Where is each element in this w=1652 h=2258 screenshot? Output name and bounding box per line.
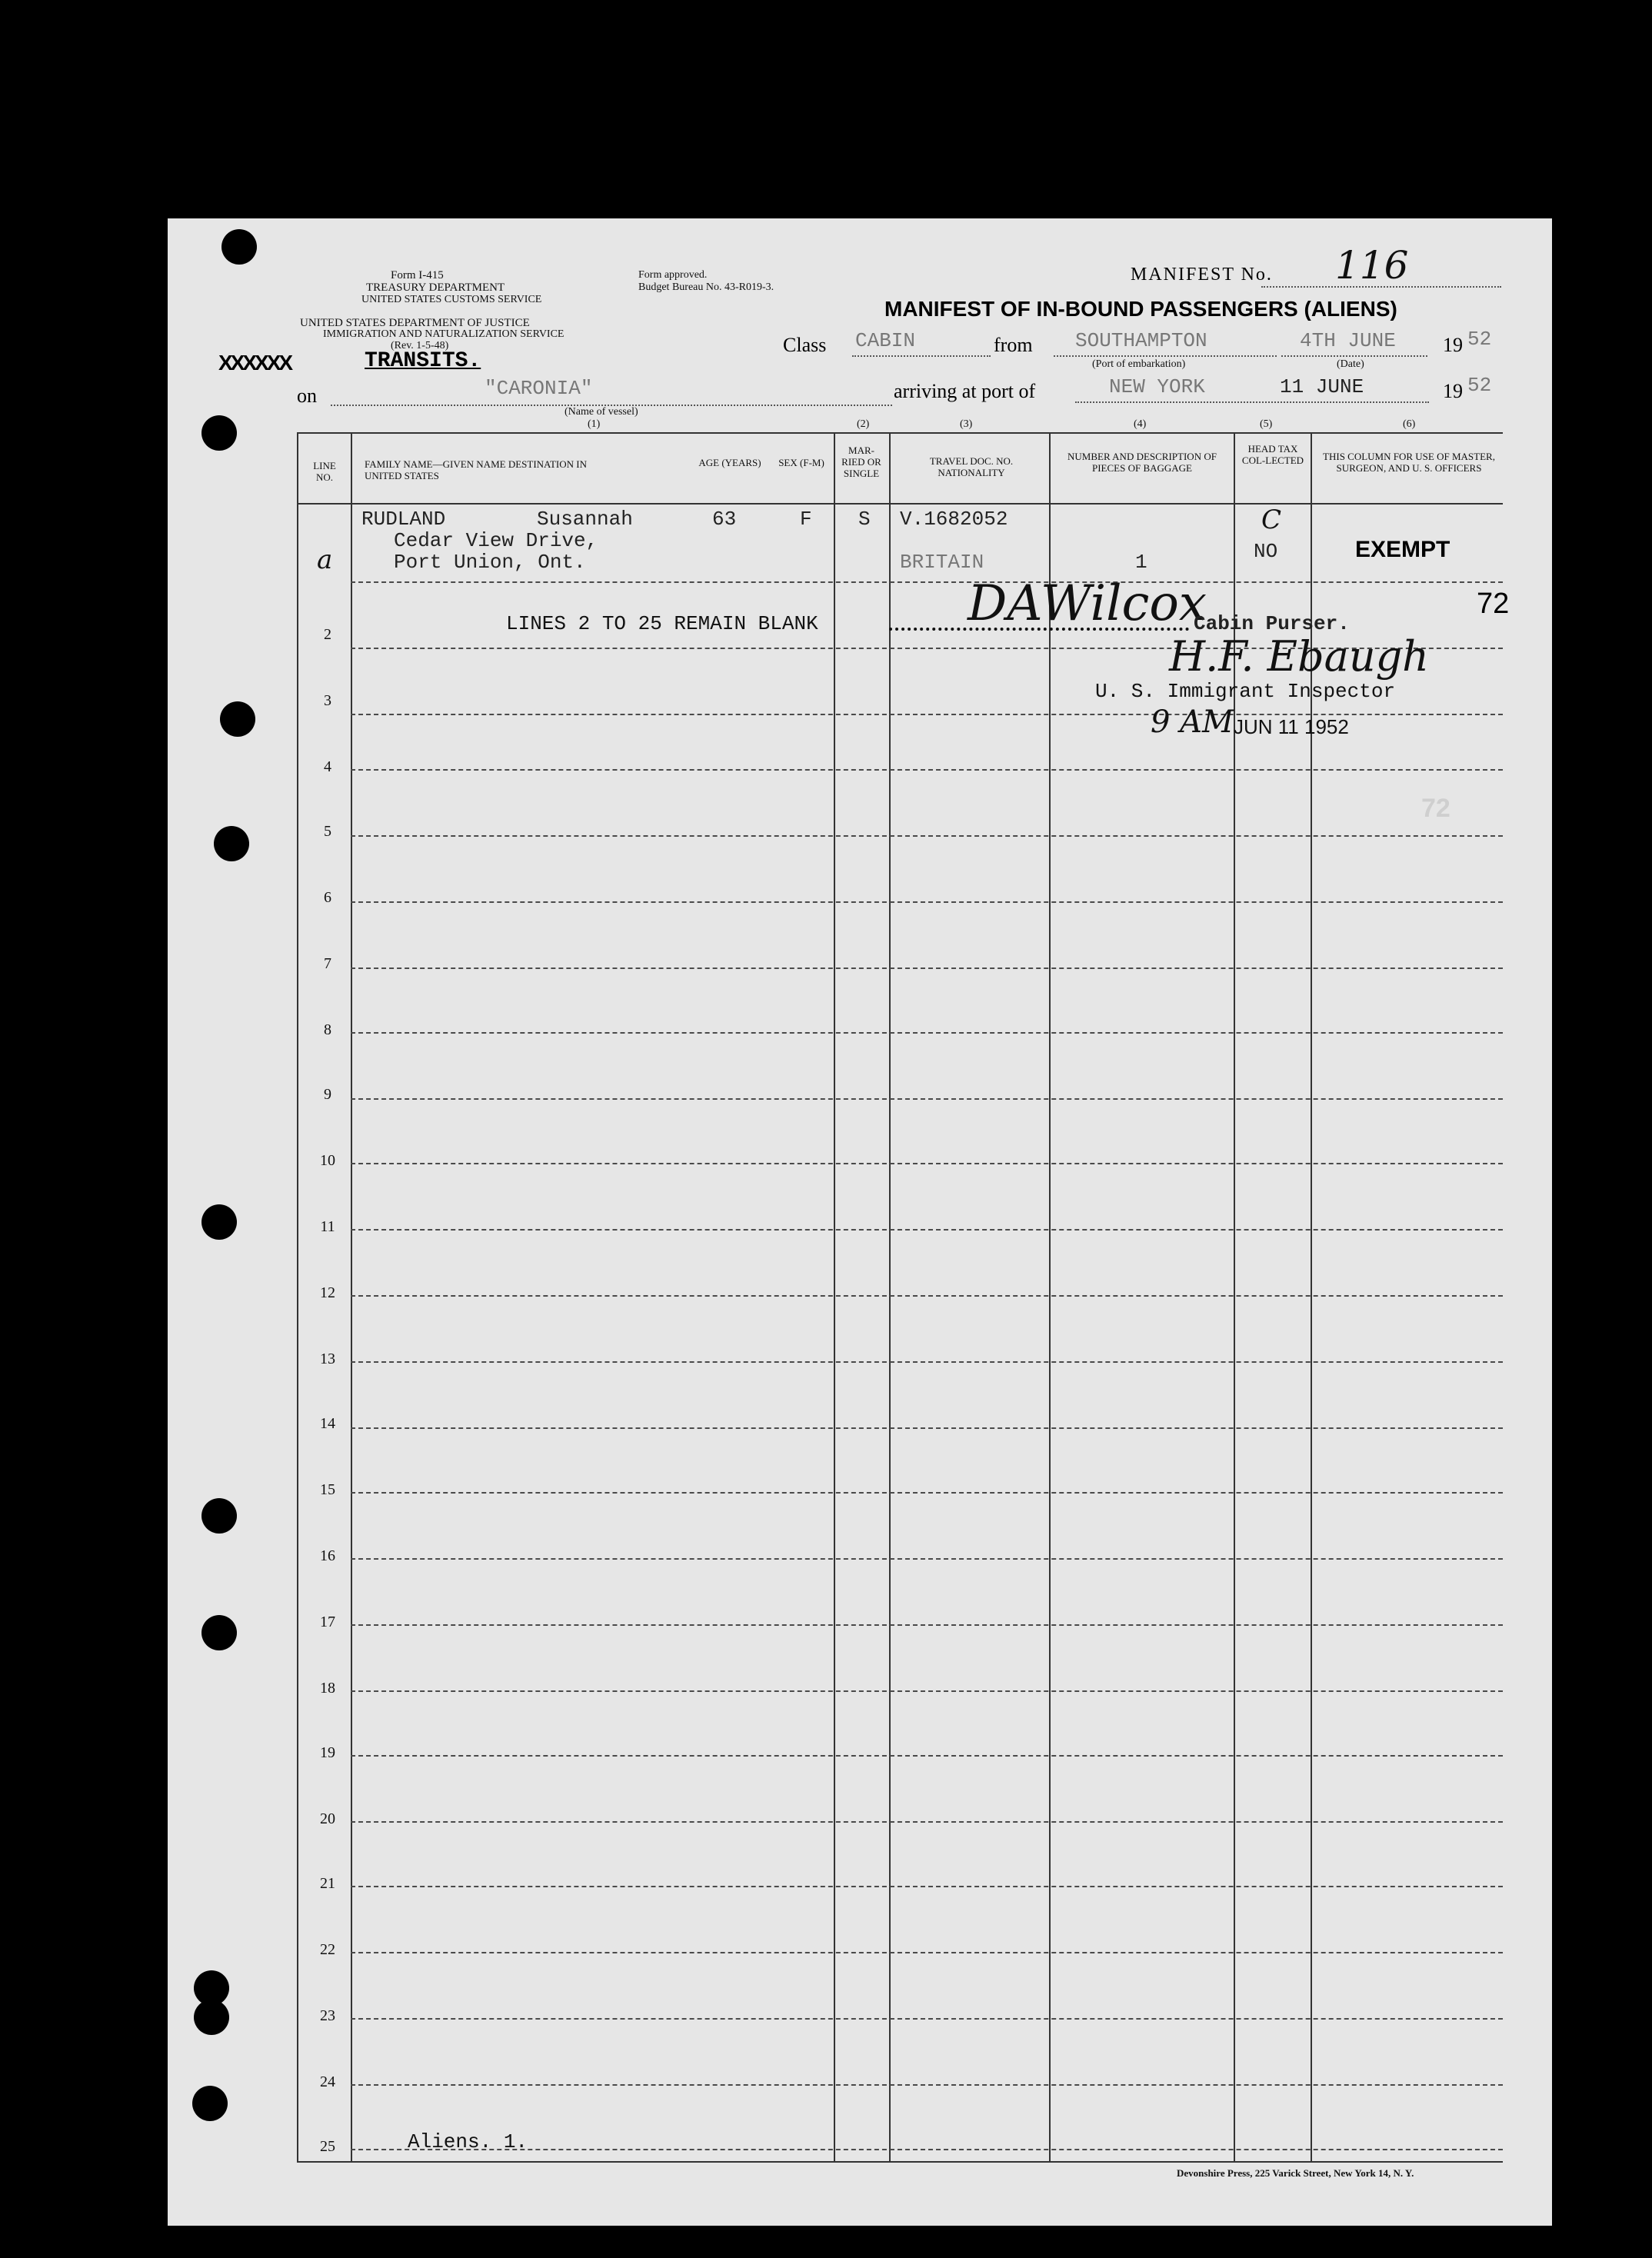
year-prefix: 19 [1443, 334, 1463, 356]
col-header-name: FAMILY NAME—GIVEN NAME DESTINATION IN UNITED STATES [365, 458, 588, 481]
row-number: 11 [320, 1218, 335, 1235]
row-line [351, 1098, 1503, 1100]
col-num-6: (6) [1403, 418, 1416, 430]
passenger-address-line2: Port Union, Ont. [394, 551, 586, 574]
row-number: 22 [320, 1941, 335, 1958]
row-number: 9 [324, 1086, 331, 1103]
col-divider-doc [1049, 432, 1051, 2163]
punch-hole [192, 2086, 228, 2121]
col-num-5: (5) [1260, 418, 1273, 430]
arrival-date: 11 JUNE [1280, 375, 1364, 398]
row-line [351, 1952, 1503, 1953]
row-number: 7 [324, 955, 331, 972]
blank-lines-note: LINES 2 TO 25 REMAIN BLANK [506, 612, 818, 635]
row-number: 17 [320, 1614, 335, 1630]
row-line [351, 901, 1503, 903]
row-line [351, 1558, 1503, 1560]
arriving-label: arriving at port of [894, 380, 1036, 402]
arrival-port: NEW YORK [1109, 375, 1205, 398]
col-num-3: (3) [960, 418, 973, 430]
treasury-dept: TREASURY DEPARTMENT [366, 281, 505, 294]
punch-hole [221, 229, 257, 265]
punch-hole [214, 826, 249, 861]
aliens-total: Aliens. 1. [408, 2130, 528, 2153]
row-line [351, 1032, 1503, 1034]
arrival-line [1075, 401, 1429, 403]
col-header-line-no: LINE NO. [313, 460, 336, 483]
row-line [351, 1229, 1503, 1231]
passenger-travel-doc: V.1682052 [900, 508, 1008, 531]
transits-label: TRANSITS. [365, 349, 481, 373]
class-label: Class [783, 334, 827, 356]
row-number: 5 [324, 823, 331, 840]
printer-credit: Devonshire Press, 225 Varick Street, New York 14, N. Y. [1177, 2167, 1414, 2179]
passenger-sex: F [800, 508, 812, 531]
row-number: 20 [320, 1810, 335, 1827]
punch-hole [202, 1498, 237, 1534]
col-header-sex: SEX (F-M) [778, 457, 824, 468]
row-line [351, 1755, 1503, 1757]
row-number: 21 [320, 1875, 335, 1892]
col-divider-single-right [889, 432, 891, 2163]
port-embark-caption: (Port of embarkation) [1092, 358, 1186, 370]
budget-bureau: Budget Bureau No. 43-R019-3. [638, 281, 774, 293]
inspection-stamp-date: JUN 11 1952 [1234, 715, 1349, 738]
ghost-number: 72 [1421, 794, 1450, 823]
row-line [351, 1163, 1503, 1164]
manifest-no-label: MANIFEST No. [1131, 265, 1273, 285]
customs-service: UNITED STATES CUSTOMS SERVICE [361, 294, 542, 305]
row-number: 15 [320, 1481, 335, 1498]
head-tax-mark: C [1261, 505, 1282, 535]
inspector-label: U. S. Immigrant Inspector [1095, 680, 1396, 703]
ins-service: IMMIGRATION AND NATURALIZATION SERVICE [323, 328, 565, 340]
col-divider-line [351, 432, 352, 2163]
row-number: 23 [320, 2007, 335, 2024]
punch-hole [202, 415, 237, 451]
passenger-nationality: BRITAIN [900, 551, 984, 574]
col-header-officers: THIS COLUMN FOR USE OF MASTER, SURGEON, AND U. S. OFFICERS [1323, 451, 1495, 474]
punch-hole [220, 701, 255, 737]
date-caption: (Date) [1337, 358, 1364, 370]
year2-prefix: 19 [1443, 380, 1463, 402]
col-num-4: (4) [1134, 418, 1147, 430]
col-num-2: (2) [857, 418, 870, 430]
passenger-family-name: RUDLAND [361, 508, 446, 531]
col-divider-single [834, 432, 835, 2163]
table-top-border [297, 432, 1503, 434]
class-line [852, 355, 991, 357]
col-header-married: MAR-RIED OR SINGLE [841, 445, 881, 479]
row-line [351, 1361, 1503, 1363]
table-left-border [297, 432, 298, 2163]
row-line [351, 1427, 1503, 1429]
row-line [351, 1690, 1503, 1692]
col-header-baggage: NUMBER AND DESCRIPTION OF PIECES OF BAGGAGE [1067, 451, 1217, 474]
form-approved: Form approved. [638, 269, 708, 281]
passenger-age: 63 [712, 508, 737, 531]
justice-dept: UNITED STATES DEPARTMENT OF JUSTICE [300, 317, 530, 329]
row-number: 25 [320, 2138, 335, 2155]
head-tax-collected: NO [1254, 540, 1278, 563]
punch-hole [202, 1204, 237, 1240]
purser-label: Cabin Purser. [1194, 612, 1350, 635]
class-value: CABIN [855, 329, 916, 352]
row-line [351, 1821, 1503, 1823]
col-num-1: (1) [588, 418, 601, 430]
manifest-no-value: 116 [1335, 243, 1409, 288]
officer-note: EXEMPT [1355, 537, 1450, 562]
embark-date: 4TH JUNE [1300, 329, 1396, 352]
row-line [351, 835, 1503, 837]
purser-signature: DAWilcox [968, 575, 1207, 632]
row-line [351, 1886, 1503, 1887]
row-line [351, 967, 1503, 969]
table-bottom-border [297, 2161, 1503, 2163]
punch-hole [202, 1615, 237, 1650]
passenger-marital-status: S [858, 508, 871, 531]
vessel-caption: (Name of vessel) [565, 406, 638, 418]
vessel-name: "CARONIA" [485, 377, 593, 400]
passenger-address-line1: Cedar View Drive, [394, 529, 598, 552]
on-label: on [297, 385, 317, 407]
row-line [351, 1624, 1503, 1626]
col-header-head-tax: HEAD TAX COL-LECTED [1241, 443, 1304, 466]
row-number: 18 [320, 1680, 335, 1697]
row-number: 4 [324, 758, 331, 775]
row-line [351, 1492, 1503, 1494]
inspector-signature: H.F. Ebaugh [1169, 632, 1429, 681]
row-number: 6 [324, 889, 331, 906]
col-header-age: AGE (YEARS) [698, 457, 761, 468]
line-mark: a [317, 545, 333, 575]
row-number: 24 [320, 2073, 335, 2090]
row-line [351, 2084, 1503, 2086]
port-embarkation: SOUTHAMPTON [1075, 329, 1207, 352]
row-number: 19 [320, 1744, 335, 1761]
row-number: 3 [324, 692, 331, 709]
row-number: 2 [324, 626, 331, 643]
embark-line [1054, 355, 1277, 357]
passenger-given-name: Susannah [537, 508, 633, 531]
manifest-title: MANIFEST OF IN-BOUND PASSENGERS (ALIENS) [884, 297, 1397, 321]
punch-hole [194, 2000, 229, 2035]
revision: (Rev. 1-5-48) [391, 340, 449, 351]
inspection-time: 9 AM [1151, 704, 1234, 740]
from-label: from [994, 334, 1033, 356]
row-number: 14 [320, 1415, 335, 1432]
year-suffix: 52 [1467, 328, 1492, 351]
row-line [351, 581, 1503, 583]
passenger-count: 72 [1477, 588, 1510, 620]
col-header-travel-doc: TRAVEL DOC. NO. NATIONALITY [929, 455, 1014, 478]
row-line [351, 1295, 1503, 1297]
row-number: 10 [320, 1152, 335, 1169]
row-line [351, 2018, 1503, 2020]
row-line [351, 769, 1503, 771]
year2-suffix: 52 [1467, 374, 1492, 397]
row-number: 16 [320, 1547, 335, 1564]
row-number: 12 [320, 1284, 335, 1301]
passenger-baggage: 1 [1135, 551, 1147, 574]
form-number: Form I-415 [391, 269, 444, 281]
struck-label: XXXXXX [218, 351, 291, 375]
date-line [1281, 355, 1427, 357]
row-number: 8 [324, 1021, 331, 1038]
row-number: 13 [320, 1350, 335, 1367]
table-header-border [297, 503, 1503, 505]
